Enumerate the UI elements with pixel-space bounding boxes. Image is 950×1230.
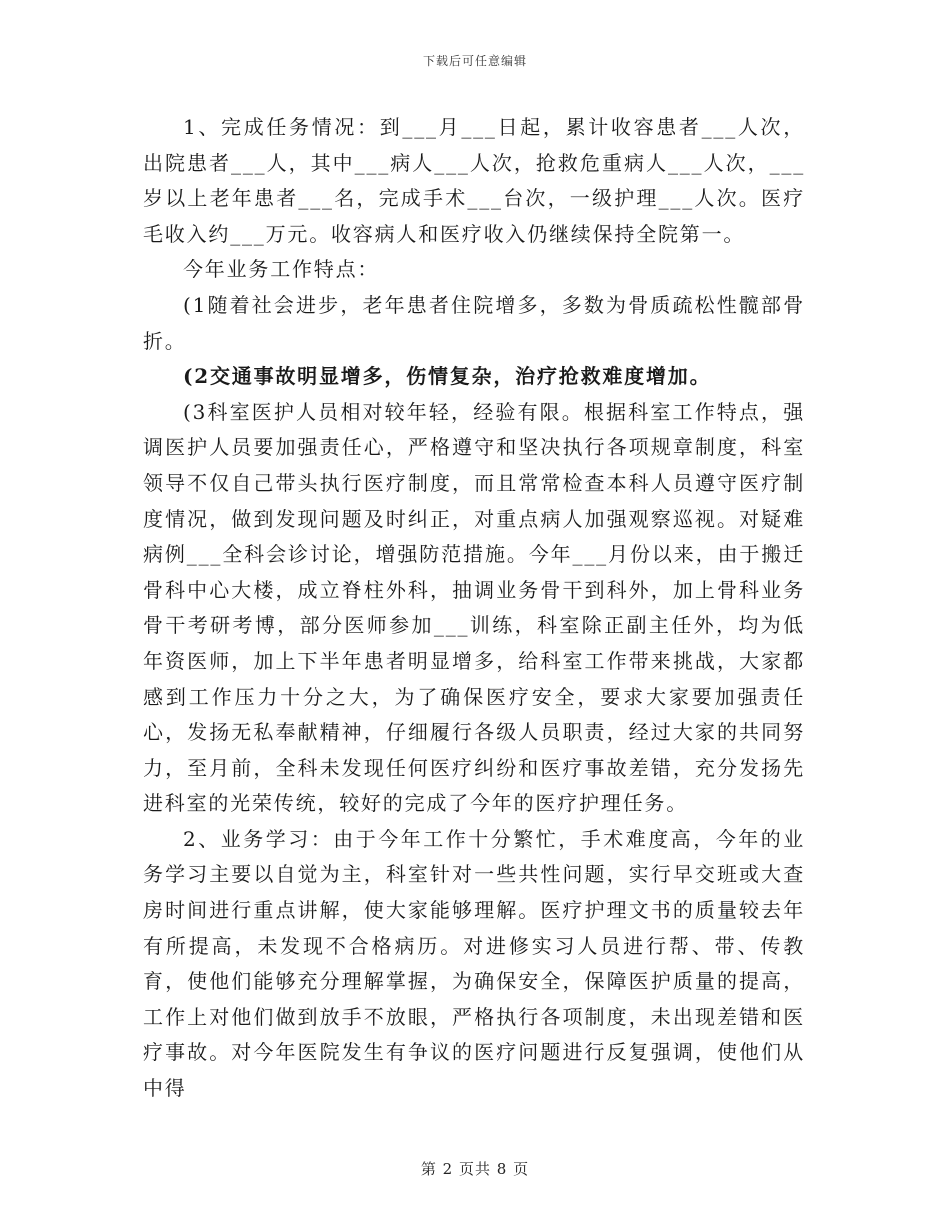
paragraph-feature-2: (2交通事故明显增多，伤情复杂，治疗抢救难度增加。: [183, 364, 712, 389]
paragraph-work-features-heading: 今年业务工作特点：: [183, 257, 380, 282]
paragraph-task-completion: 1、完成任务情况：到___月___日起，累计收容患者___人次，出院患者___人，其中___病人___人次，抢救危重病人___人次，___岁以上老年患者___名，完成手术___台次，一级护理___人次。医疗毛收入约___万元。收容病人和医疗收入仍继续保持全院第一。: [143, 115, 805, 246]
document-body: [143, 110, 805, 1107]
paragraph-feature-1: (1随着社会进步，老年患者住院增多，多数为骨质疏松性髋部骨折。: [143, 292, 805, 353]
page-footer: 第 2 页共 8 页: [420, 1160, 530, 1178]
paragraph-feature-3: (3科室医护人员相对较年轻，经验有限。根据科室工作特点，强调医护人员要加强责任心，严格遵守和坚决执行各项规章制度，科室领导不仅自己带头执行医疗制度，而且常常检查本科人员遵守医疗制度情况，做到发现问题及时纠正，对重点病人加强观察巡视。对疑难病例___全科会诊讨论，增强防范措施。今年___月份以来，由于搬迁骨科中心大楼，成立脊柱外科，抽调业务骨干到科外，加上骨科业务骨干考研考博，部分医师参加___训练，科室除正副主任外，均为低年资医师，加上下半年患者明显增多，给科室工作带来挑战，大家都感到工作压力十分之大，为了确保医疗安全，要求大家要加强责任心，发扬无私奉献精神，仔细履行各级人员职责，经过大家的共同努力，至月前，全科未发现任何医疗纠纷和医疗事故差错，充分发扬先进科室的光荣传统，较好的完成了今年的医疗护理任务。: [143, 399, 805, 816]
paragraph-business-study: 2、业务学习：由于今年工作十分繁忙，手术难度高，今年的业务学习主要以自觉为主，科室针对一些共性问题，实行早交班或大查房时间进行重点讲解，使大家能够理解。医疗护理文书的质量较去年有所提高，未发现不合格病历。对进修实习人员进行帮、带、传教育，使他们能够充分理解掌握，为确保安全，保障医护质量的提高，工作上对他们做到放手不放眼，严格执行各项制度，未出现差错和医疗事故。对今年医院发生有争议的医疗问题进行反复强调，使他们从中得: [143, 826, 805, 1101]
page-header: 下载后可任意编辑: [422, 54, 527, 68]
